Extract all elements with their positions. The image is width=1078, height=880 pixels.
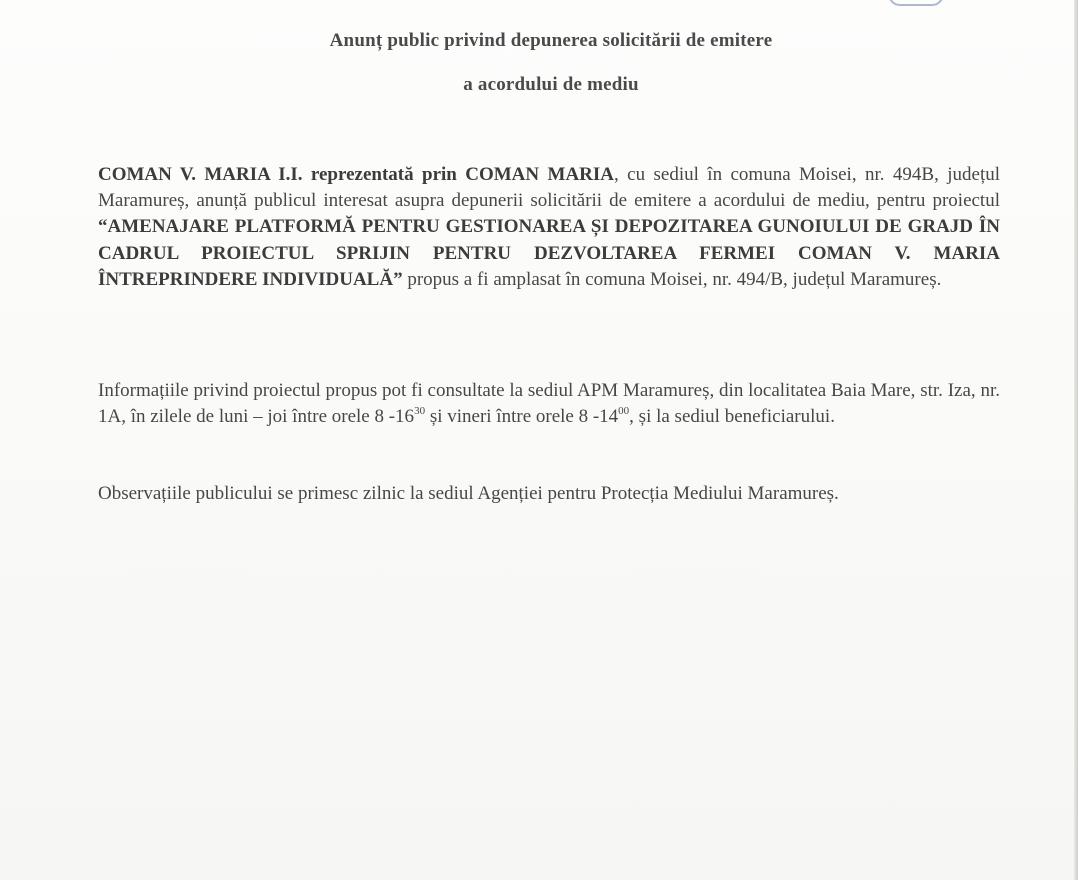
- project-name: “AMENAJARE PLATFORMĂ PENTRU GESTIONAREA ȘI DEPOZITAREA GUNOIULUI DE GRAJD ÎN CADRUL PROIECTUL SPRIJIN PENTRU DEZVOLTAREA FERMEI COMAN V. MARIA ÎNTREPRINDERE INDIVIDUALĂ”: [98, 216, 1000, 290]
- announcement-title-line-2: a acordului de mediu: [463, 74, 639, 95]
- paragraph-applicant: [98, 162, 1000, 293]
- paragraph-2-text-c: , și la sediul beneficiarului.: [629, 406, 835, 428]
- paragraph-2-text-b: și vineri între orele 8 -14: [425, 406, 619, 428]
- paragraph-public-observations: Observațiile publicului se primesc zilnic la sediul Agenției pentru Protecția Mediului Maramureș.: [98, 483, 839, 504]
- stamp-fragment: [888, 0, 944, 6]
- applicant-name: COMAN V. MARIA I.I. reprezentată prin COMAN MARIA: [98, 164, 615, 185]
- paragraph-1-text-b: propus a fi amplasat în comuna Moisei, nr. 494/B, județul Maramureș.: [402, 268, 942, 290]
- paragraph-2-text-a: Informațiile privind proiectul propus pot fi consultate la sediul APM Maramureș, din localitatea Baia Mare, str. Iza, nr. 1A, în zilele de luni – joi între orele 8 -16: [98, 380, 1000, 428]
- paragraph-consultation-info: [98, 378, 1000, 430]
- page-edge: [1074, 0, 1078, 880]
- time-superscript-1: 30: [414, 405, 426, 418]
- time-superscript-2: 00: [618, 405, 630, 418]
- announcement-title-line-1: Anunț public privind depunerea solicitării de emitere: [329, 30, 773, 51]
- paragraph-1-text-a: , cu sediul în comuna Moisei, nr. 494B, județul Maramureș, anunță publicul interesat asupra depunerii solicitării de emitere a acordului de mediu, pentru proiectul: [98, 164, 1000, 212]
